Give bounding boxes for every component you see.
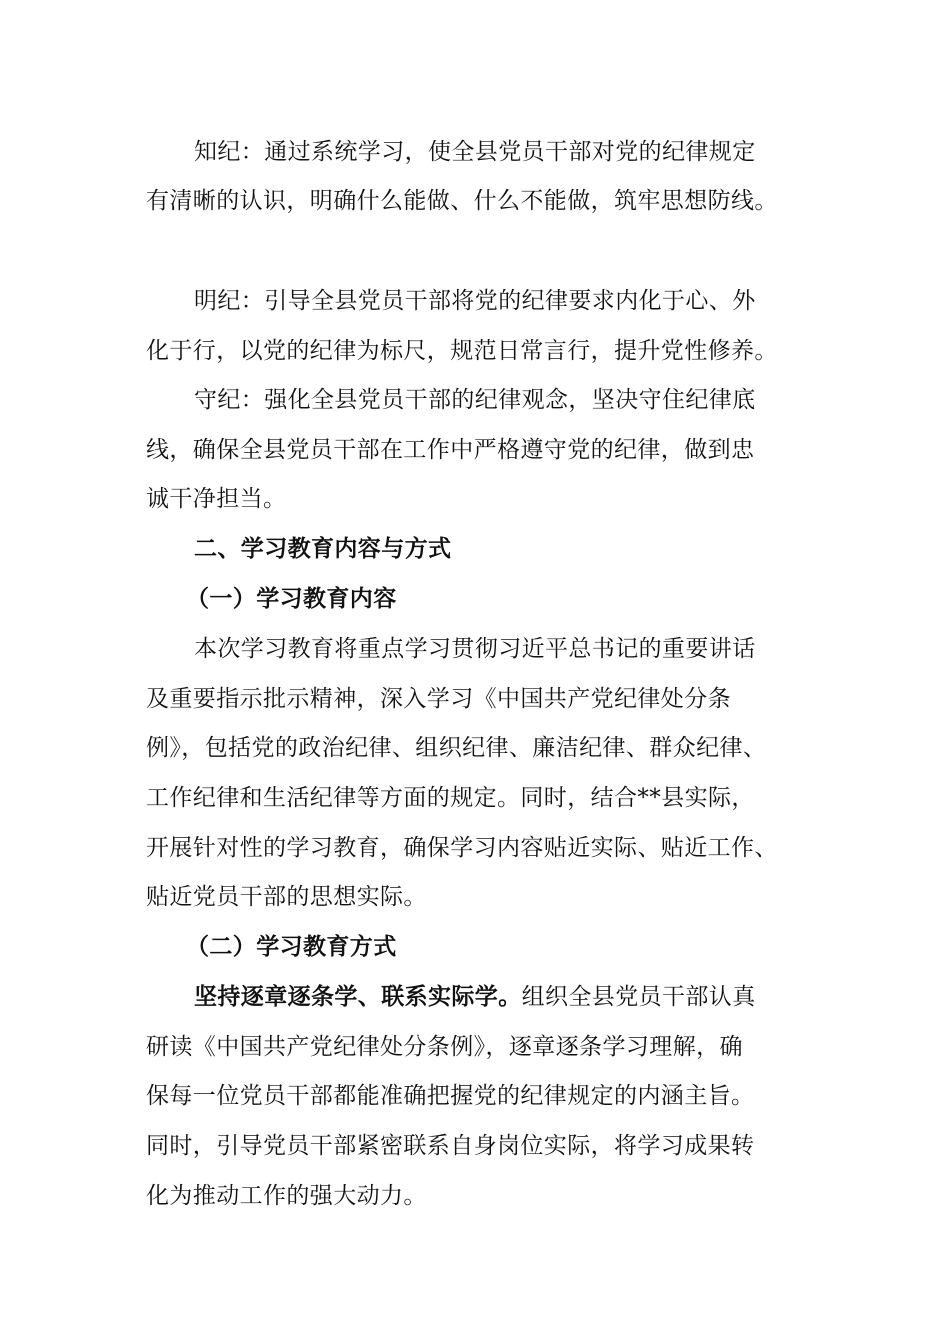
- paragraph-content-line-1: 本次学习教育将重点学习贯彻习近平总书记的重要讲话: [194, 636, 756, 662]
- paragraph-mingji-line-1: 明纪：引导全县党员干部将党的纪律要求内化于心、外: [194, 288, 756, 314]
- paragraph-mingji-line-2: 化于行，以党的纪律为标尺，规范日常言行，提升党性修养。: [146, 338, 778, 364]
- section-heading: 二、学习教育内容与方式: [194, 535, 452, 562]
- paragraph-shouji-line-3: 诚干净担当。: [146, 486, 287, 512]
- paragraph-zhiji-line-1: 知纪：通过系统学习，使全县党员干部对党的纪律规定: [194, 139, 756, 165]
- paragraph-method-line-1-rest: 组织全县党员干部认真: [521, 984, 756, 1010]
- paragraph-zhiji-line-2: 有清晰的认识，明确什么能做、什么不能做，筑牢思想防线。: [146, 188, 778, 214]
- paragraph-method-line-2: 研读《中国共产党纪律处分条例》，逐章逐条学习理解，确: [146, 1034, 743, 1060]
- paragraph-method-line-5: 化为推动工作的强大动力。: [146, 1183, 427, 1209]
- subsection-heading-content: （一）学习教育内容: [186, 585, 397, 612]
- paragraph-method-line-3: 保每一位党员干部都能准确把握党的纪律规定的内涵主旨。: [146, 1083, 755, 1109]
- paragraph-content-line-6: 贴近党员干部的思想实际。: [146, 884, 427, 910]
- paragraph-method-lead: 坚持逐章逐条学、联系实际学。: [194, 983, 522, 1010]
- paragraph-shouji-line-2: 线，确保全县党员干部在工作中严格遵守党的纪律，做到忠: [146, 437, 755, 463]
- paragraph-content-line-4: 工作纪律和生活纪律等方面的规定。同时，结合**县实际，: [146, 785, 755, 811]
- paragraph-content-line-3: 例》，包括党的政治纪律、组织纪律、廉洁纪律、群众纪律、: [146, 735, 767, 761]
- subsection-heading-method: （二）学习教育方式: [186, 933, 397, 960]
- paragraph-shouji-line-1: 守纪：强化全县党员干部的纪律观念，坚决守住纪律底: [194, 387, 756, 413]
- paragraph-content-line-2: 及重要指示批示精神，深入学习《中国共产党纪律处分条: [146, 686, 731, 712]
- paragraph-method-line-4: 同时，引导党员干部紧密联系自身岗位实际，将学习成果转: [146, 1133, 755, 1159]
- paragraph-method-line-1: [194, 982, 806, 1012]
- paragraph-content-line-5: 开展针对性的学习教育，确保学习内容贴近实际、贴近工作、: [146, 835, 778, 861]
